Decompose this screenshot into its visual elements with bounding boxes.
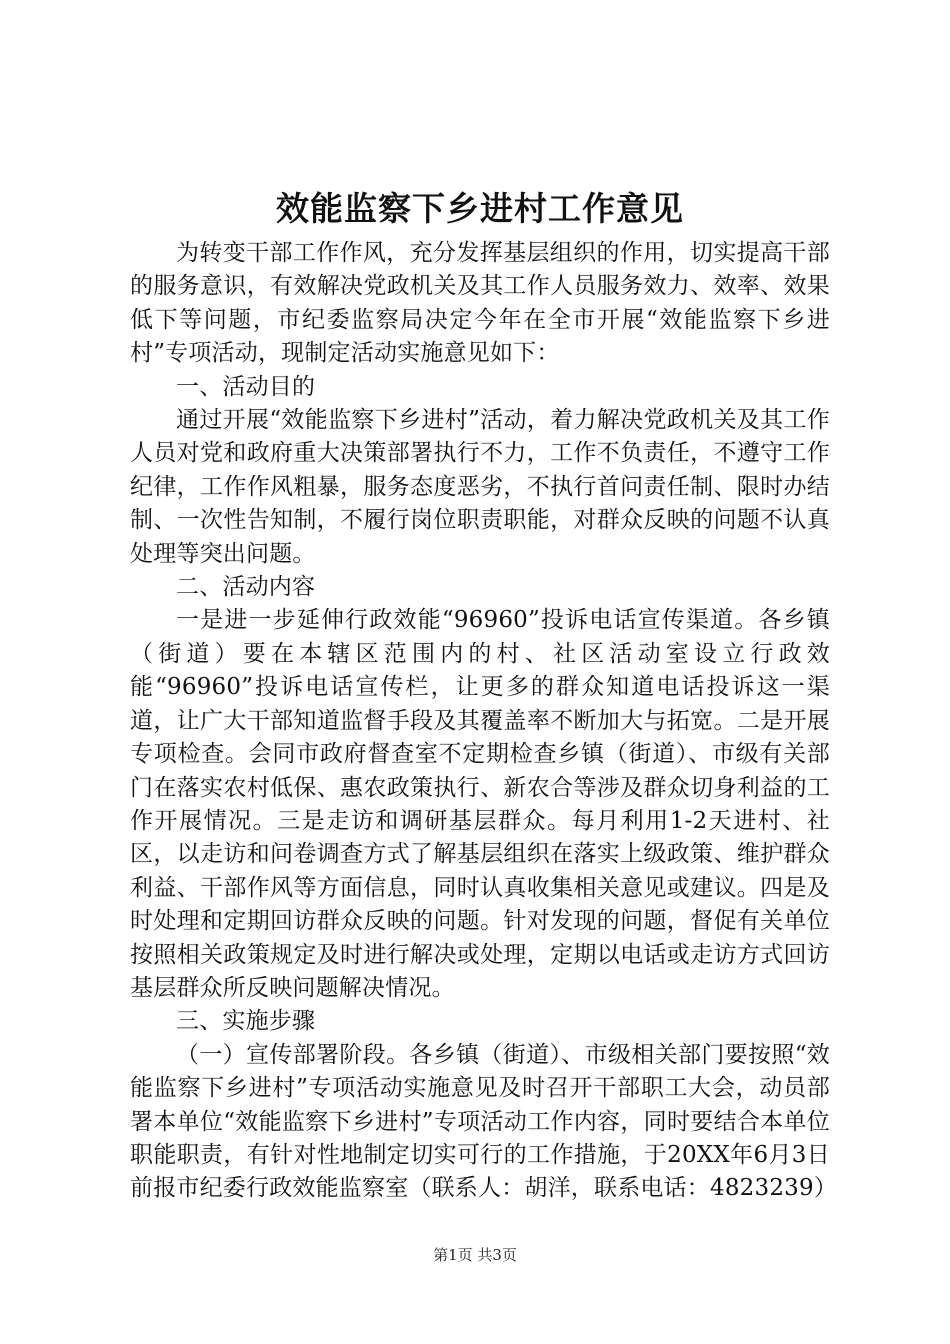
intro-paragraph: 为转变干部工作作风，充分发挥基层组织的作用，切实提高干部的服务意识，有效解决党政机关及其工作人员服务效力、效率、效果低下等问题，市纪委监察局决定今年在全市开展“效能监察下乡进村”专项活动，现制定活动实施意见如下： [130, 240, 830, 367]
section-3-heading: 三、实施步骤 [176, 1008, 316, 1035]
section-1-body: 通过开展“效能监察下乡进村”活动，着力解决党政机关及其工作人员对党和政府重大决策部署执行不力，工作不负责任，不遵守工作纪律，工作作风粗暴，服务态度恶劣，不执行首问责任制、限时办结制、一次性告知制，不履行岗位职责职能，对群众反映的问题不认真处理等突出问题。 [130, 407, 830, 567]
section-1-heading: 一、活动目的 [176, 373, 316, 400]
section-3-body: （一）宣传部署阶段。各乡镇（街道）、市级相关部门要按照“效能监察下乡进村”专项活动实施意见及时召开干部职工大会，动员部署本单位“效能监察下乡进村”专项活动工作内容，同时要结合本单位职能职责，有针对性地制定切实可行的工作措施，于20XX年6月3日前报市纪委行政效能监察室（联系人：胡洋，联系电话：4823239） [130, 1041, 838, 1202]
document-page [130, 185, 838, 1206]
section-2-heading: 二、活动内容 [176, 574, 316, 601]
section-2-body: 一是进一步延伸行政效能“96960”投诉电话宣传渠道。各乡镇（街道）要在本辖区范围内的村、社区活动室设立行政效能“96960”投诉电话宣传栏，让更多的群众知道电话投诉这一渠道，让广大干部知道监督手段及其覆盖率不断加大与拓宽。二是开展专项检查。会同市政府督查室不定期检查乡镇（街道）、市级有关部门在落实农村低保、惠农政策执行、新农合等涉及群众切身利益的工作开展情况。三是走访和调研基层群众。每月利用1-2天进村、社区，以走访和问卷调查方式了解基层组织在落实上级政策、维护群众利益、干部作风等方面信息，同时认真收集相关意见或建议。四是及时处理和定期回访群众反映的问题。针对发现的问题，督促有关单位按照相关政策规定及时进行解决或处理，定期以电话或走访方式回访基层群众所反映问题解决情况。 [130, 607, 830, 1001]
document-title: 效能监察下乡进村工作意见 [276, 189, 684, 228]
page-footer: 第1页 共3页 [433, 1246, 517, 1264]
